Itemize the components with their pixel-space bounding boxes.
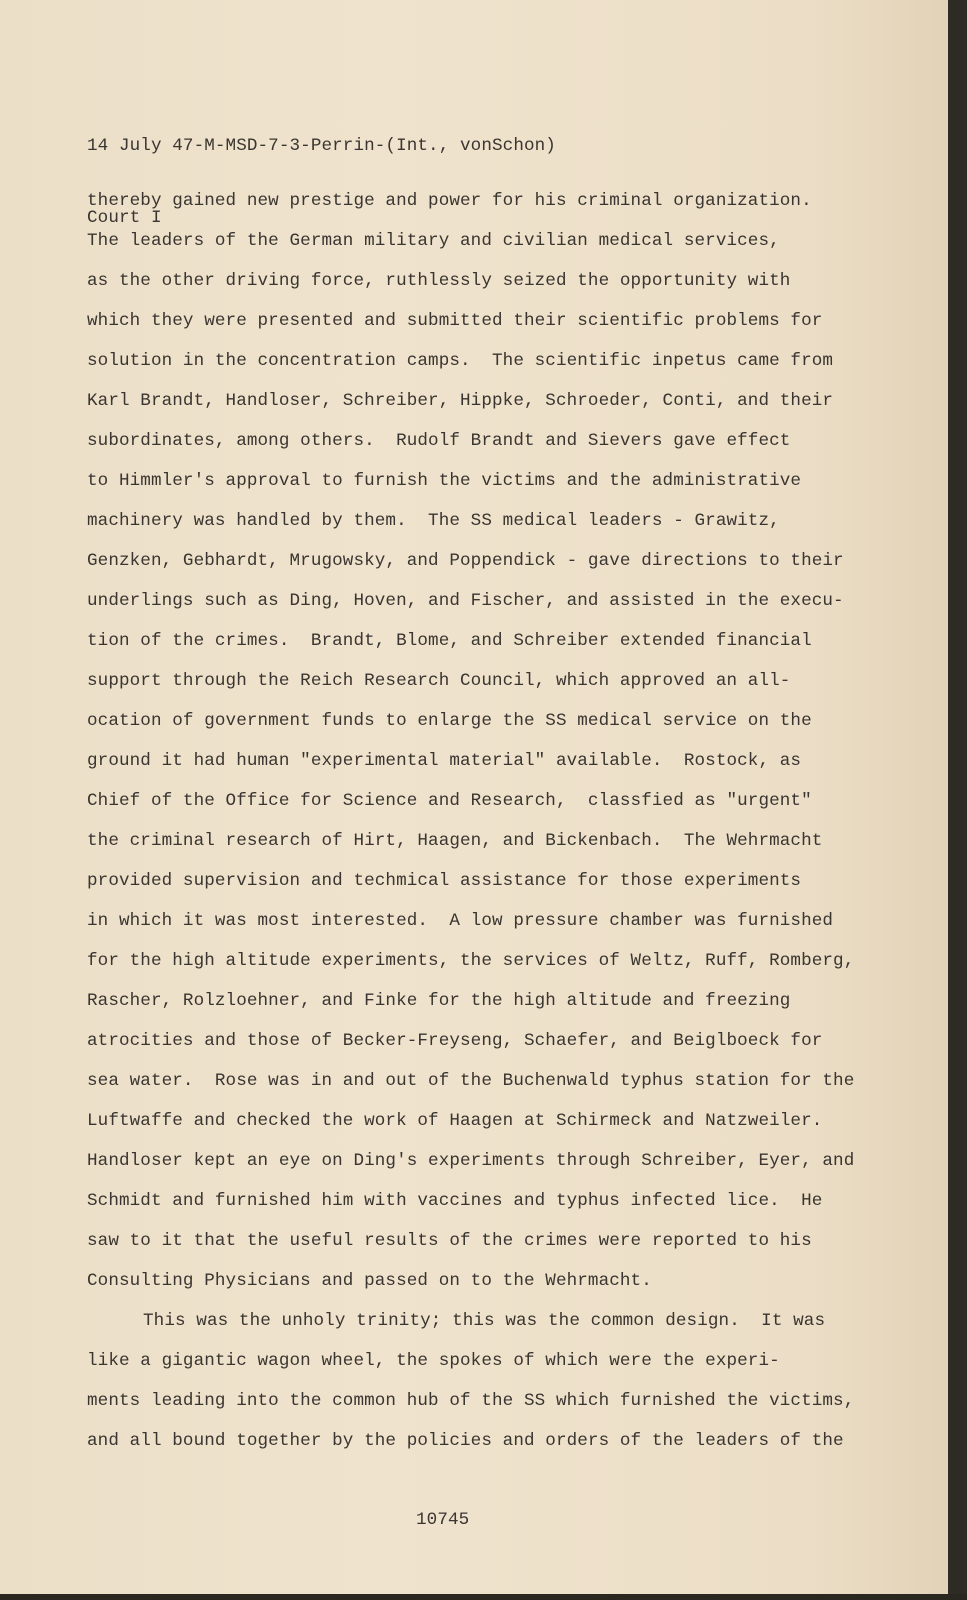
page-bottom-edge: [0, 1594, 967, 1600]
text-line: machinery was handled by them. The SS medical leaders - Grawitz,: [87, 511, 780, 531]
text-line: support through the Reich Research Council, which approved an all-: [87, 671, 791, 691]
text-line: atrocities and those of Becker-Freyseng, Schaefer, and Beiglboeck for: [87, 1031, 823, 1051]
text-line: Rascher, Rolzloehner, and Finke for the high altitude and freezing: [87, 991, 791, 1011]
text-line: underlings such as Ding, Hoven, and Fischer, and assisted in the execu-: [87, 591, 844, 611]
text-line: solution in the concentration camps. The scientific inpetus came from: [87, 351, 834, 371]
text-line: Chief of the Office for Science and Research, classfied as "urgent": [87, 791, 812, 811]
text-line: sea water. Rose was in and out of the Buchenwald typhus station for the: [87, 1071, 855, 1091]
text-line: Luftwaffe and checked the work of Haagen at Schirmeck and Natzweiler.: [87, 1111, 823, 1131]
document-body: [87, 189, 927, 1469]
text-line: saw to it that the useful results of the crimes were reported to his: [87, 1231, 812, 1251]
text-line: Schmidt and furnished him with vaccines and typhus infected lice. He: [87, 1191, 823, 1211]
text-line: to Himmler's approval to furnish the victims and the administrative: [87, 471, 802, 491]
text-line: like a gigantic wagon wheel, the spokes of which were the experi-: [87, 1351, 780, 1371]
text-line: This was the unholy trinity; this was the common design. It was: [143, 1311, 826, 1331]
text-line: subordinates, among others. Rudolf Brandt and Sievers gave effect: [87, 431, 791, 451]
text-line: tion of the crimes. Brandt, Blome, and Schreiber extended financial: [87, 631, 812, 651]
text-line: provided supervision and techmical assistance for those experiments: [87, 871, 802, 891]
text-line: which they were presented and submitted their scientific problems for: [87, 311, 823, 331]
text-line: Genzken, Gebhardt, Mrugowsky, and Poppendick - gave directions to their: [87, 551, 844, 571]
text-line: ground it had human "experimental material" available. Rostock, as: [87, 751, 802, 771]
text-line: the criminal research of Hirt, Haagen, and Bickenbach. The Wehrmacht: [87, 831, 823, 851]
page-number: 10745: [416, 1510, 470, 1530]
text-line: Karl Brandt, Handloser, Schreiber, Hippke, Schroeder, Conti, and their: [87, 391, 834, 411]
header-reference: 14 July 47-M-MSD-7-3-Perrin-(Int., vonSchon): [87, 136, 556, 156]
text-line: Handloser kept an eye on Ding's experiments through Schreiber, Eyer, and: [87, 1151, 855, 1171]
text-line: ments leading into the common hub of the SS which furnished the victims,: [87, 1391, 855, 1411]
page-edge-shadow: [948, 0, 967, 1600]
text-line: Consulting Physicians and passed on to the Wehrmacht.: [87, 1271, 652, 1291]
header-court: Court I: [87, 208, 162, 228]
text-line: The leaders of the German military and civilian medical services,: [87, 231, 780, 251]
text-line: thereby gained new prestige and power for his criminal organization.: [87, 191, 812, 211]
text-line: in which it was most interested. A low pressure chamber was furnished: [87, 911, 834, 931]
text-line: and all bound together by the policies and orders of the leaders of the: [87, 1431, 844, 1451]
text-line: ocation of government funds to enlarge the SS medical service on the: [87, 711, 812, 731]
text-line: for the high altitude experiments, the services of Weltz, Ruff, Romberg,: [87, 951, 855, 971]
text-line: as the other driving force, ruthlessly seized the opportunity with: [87, 271, 791, 291]
